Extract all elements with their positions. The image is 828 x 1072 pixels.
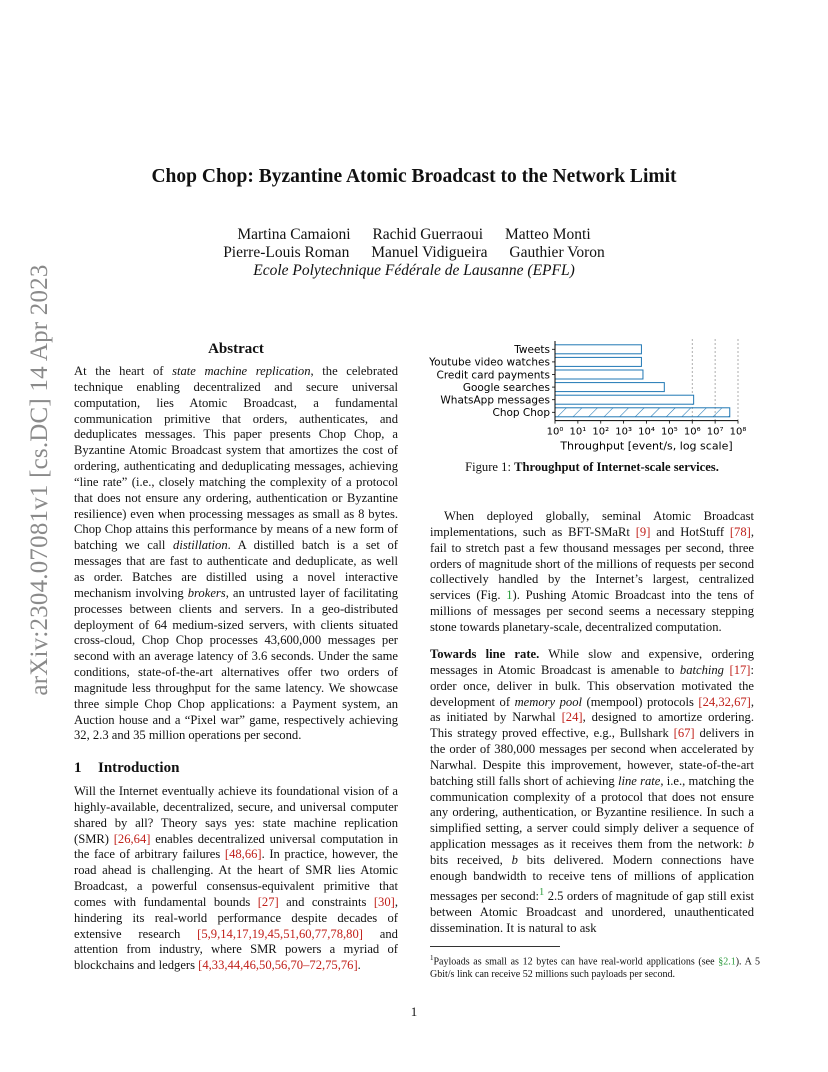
- body-text: bits delivered. Modern connections have enough bandwidth to receive tens of millions of application messages per second:: [430, 852, 754, 903]
- footnote-marker[interactable]: 1: [539, 886, 545, 898]
- throughput-chart: [420, 336, 760, 458]
- abstract-text: At the heart of: [74, 364, 173, 378]
- bar-youtube-video-watches: [555, 357, 641, 366]
- citation-link[interactable]: [26,64]: [113, 831, 151, 846]
- author-name: Rachid Guerraoui: [372, 226, 484, 243]
- figure-caption-title: Throughput of Internet-scale services.: [514, 460, 719, 474]
- author-name: Gauthier Voron: [509, 244, 605, 261]
- category-label: Credit card payments: [436, 369, 550, 382]
- section-title: Introduction: [98, 760, 180, 776]
- category-label: Tweets: [514, 344, 550, 357]
- figure-link[interactable]: 1: [506, 588, 513, 603]
- chart-category-labels: [428, 344, 555, 419]
- citation-link[interactable]: [24]: [561, 710, 583, 725]
- paper-title: Chop Chop: Byzantine Atomic Broadcast to the Network Limit: [151, 166, 677, 187]
- emphasis: batching: [679, 662, 724, 677]
- body-text: When deployed globally, seminal Atomic Broadcast implementations, such as BFT-SMaRt: [430, 509, 754, 539]
- emphasis: memory pool: [514, 694, 583, 709]
- body-text: and constraints: [278, 894, 374, 909]
- bar-credit-card-payments: [555, 370, 643, 379]
- right-column-paragraph-1: [430, 509, 754, 636]
- abstract-body: [74, 364, 398, 744]
- category-label: Chop Chop: [492, 407, 550, 420]
- page-number: 1: [410, 1004, 418, 1019]
- chart-bars: [555, 345, 730, 417]
- footnote-number: 1: [430, 954, 434, 962]
- chart-x-ticks: [547, 421, 747, 438]
- body-text: , i.e., matching the communication complexity of a protocol that does not ensure any ordering, authentication, or Byzantine resilience. In such a simplified setting, a server could simply deliver a sequence of application messages as it receives them from the network:: [430, 773, 754, 852]
- section-link[interactable]: §2.1: [718, 956, 736, 968]
- paragraph-heading: Towards line rate.: [430, 647, 540, 661]
- body-text: , designed to amortize ordering. This strategy proved effective, e.g., Bullshark: [430, 710, 754, 741]
- emphasis: b: [511, 852, 518, 867]
- author-name: Pierre-Louis Roman: [223, 244, 350, 261]
- footnote-text: ). A 5 Gbit/s link can receive 52 millions such payloads per second.: [430, 956, 760, 980]
- body-text: . In practice, however, the road ahead is challenging. At the heart of SMR lies Atomic Broadcast, a powerful consensus-equivalent primitive that comes with fundamental bounds: [74, 847, 398, 909]
- emphasis: line rate: [617, 773, 661, 788]
- body-text: and HotStuff: [650, 524, 730, 539]
- x-tick-label: 10⁴: [638, 426, 655, 438]
- citation-link[interactable]: [67]: [673, 726, 695, 741]
- citation-link[interactable]: [30]: [373, 894, 395, 909]
- body-text: ). Pushing Atomic Broadcast into the tens of millions of messages per second seems a necessary stepping stone towards planetary-scale, decentralized computation.: [430, 588, 754, 634]
- abstract-text: , the celebrated technique enabling decentralized and secure universal computation, lies Atomic Broadcast, a fundamental communication primitive that orders, authenticates, and deduplicates messages. This paper presents Chop Chop, a Byzantine Atomic Broadcast system that amortizes the cost of ordering, authenticating and deduplicating messages, achieving “line rate” (i.e., closely matching the complexity of a protocol that does not ensure any ordering, authentication or Byzantine resilience) even when processing messages as small as 8 bytes. Chop Chop attains this performance by means of a new form of batching we call: [74, 364, 398, 553]
- author-name: Matteo Monti: [504, 226, 591, 243]
- body-text: : order once, deliver in bulk. This observation motivated the development of: [430, 662, 754, 709]
- bar-google-searches: [555, 383, 664, 392]
- footnote: [430, 952, 760, 981]
- body-text: delivers in the order of 380,000 messages per second when accelerated by Narwhal. Despite this improvement, however, state-of-the-art batching still falls short of achieving: [430, 726, 754, 788]
- abstract-emphasis: distillation: [173, 538, 228, 553]
- section-number: 1: [74, 760, 82, 776]
- abstract-emphasis: brokers: [187, 585, 226, 600]
- affiliation: Ecole Polytechnique Fédérale de Lausanne (EPFL): [253, 262, 575, 279]
- author-name: Martina Camaioni: [237, 226, 351, 243]
- citation-link[interactable]: [5,9,14,17,19,45,51,60,77,78,80]: [197, 926, 363, 941]
- x-tick-label: 10³: [615, 426, 632, 438]
- body-text: bits received,: [430, 852, 512, 867]
- arxiv-identifier-text: arXiv:2304.07081v1 [cs.DC] 14 Apr 2023: [26, 264, 53, 696]
- category-label: WhatsApp messages: [440, 394, 550, 407]
- category-label: Youtube video watches: [429, 356, 550, 369]
- body-text: , as initiated by Narwhal: [430, 694, 755, 725]
- emphasis: b: [747, 837, 754, 852]
- citation-link[interactable]: [48,66]: [224, 847, 262, 862]
- citation-link[interactable]: [78]: [729, 524, 751, 539]
- body-text: , hindering its real-world performance despite decades of extensive research: [74, 894, 398, 941]
- x-tick-label: 10⁵: [661, 426, 678, 438]
- abstract-heading: Abstract: [208, 341, 264, 357]
- x-tick-label: 10⁷: [706, 426, 724, 438]
- citation-link[interactable]: [17]: [729, 662, 751, 677]
- footnote-text: Payloads as small as 12 bytes can have real-world applications (see: [433, 956, 719, 968]
- body-text: 2.5 orders of magnitude of gap still exist between Atomic Broadcast and unordered, unauthenticated dissemination. It is natural to ask: [430, 888, 754, 935]
- x-tick-label: 10²: [592, 426, 610, 438]
- abstract-emphasis: state machine replication: [172, 364, 311, 378]
- bar-tweets: [555, 345, 641, 354]
- authors-row-1: [0, 226, 828, 244]
- abstract-text: , an untrusted layer of facilitating processes between clients and servers. In a geo-distributed deployment of 64 medium-sized servers, with clients situated cross-cloud, Chop Chop processes 43,600,000 messages per second with an average latency of 3.6 seconds. Under the same conditions, state-of-the-art alternatives offer two orders of magnitude less throughput for the same latency. We showcase three simple Chop Chop applications: a Payment system, an Auction house and a “Pixel war” game, respectively achieving 32, 2.3 and 35 million operations per second.: [74, 585, 398, 743]
- body-text: Will the Internet eventually achieve its foundational vision of a highly-available, decentralized, secure, and universal computer shared by all? Theory says yes: state machine replication (SMR): [74, 784, 398, 846]
- chart-x-label: Throughput [event/s, log scale]: [560, 439, 733, 453]
- x-tick-label: 10⁶: [683, 426, 701, 438]
- citation-link[interactable]: [9]: [635, 524, 651, 539]
- x-tick-label: 10⁰: [546, 426, 564, 438]
- author-name: Manuel Vidigueira: [371, 244, 488, 261]
- bar-chop-chop: [555, 408, 730, 417]
- body-text: .: [357, 958, 361, 973]
- body-text: enables decentralized universal computation in the face of arbitrary failures: [74, 831, 398, 862]
- figure-label: Figure 1:: [465, 460, 515, 474]
- right-column-paragraph-2: [430, 647, 754, 936]
- figure-caption: [430, 460, 754, 475]
- abstract-text: . A distilled batch is a set of messages that are fast to authenticate and deduplicate, as well as order. Batches are distilled using a novel interactive mechanism involving: [74, 538, 398, 600]
- arxiv-identifier: [20, 264, 60, 696]
- section-heading-introduction: [74, 760, 179, 777]
- x-tick-label: 10¹: [569, 426, 587, 438]
- citation-link[interactable]: [27]: [257, 894, 279, 909]
- citation-link[interactable]: [24,32,67]: [698, 694, 751, 709]
- x-tick-label: 10⁸: [729, 426, 747, 438]
- authors-row-2: [0, 244, 828, 262]
- body-text: (mempool) protocols: [582, 694, 699, 709]
- body-text: and attention from industry, where SMR powers a myriad of blockchains and ledgers: [74, 926, 398, 973]
- citation-link[interactable]: [4,33,44,46,50,56,70–72,75,76]: [198, 958, 358, 973]
- body-text: , fail to stretch past a few thousand messages per second, three orders of magnitude short of the millions of requests per second collectively handled by the Internet’s largest, centralized services (Fig.: [430, 524, 754, 603]
- introduction-body: [74, 784, 398, 974]
- bar-whatsapp-messages: [555, 395, 694, 404]
- body-text: While slow and expensive, ordering messages in Atomic Broadcast is amenable to: [430, 647, 754, 677]
- footnote-separator: [430, 946, 560, 947]
- category-label: Google searches: [462, 381, 550, 394]
